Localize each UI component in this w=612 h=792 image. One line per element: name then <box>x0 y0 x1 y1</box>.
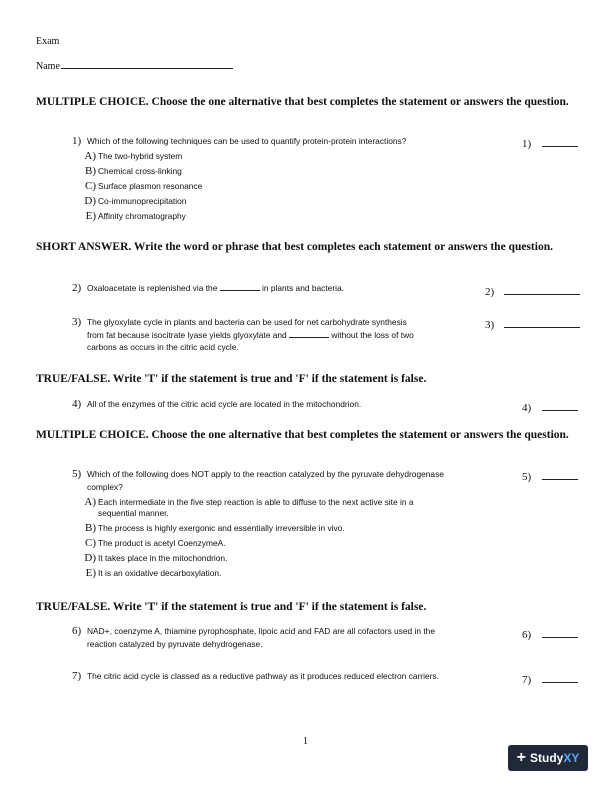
name-field[interactable] <box>36 59 233 72</box>
answer-slot-5[interactable]: 5) <box>522 467 578 485</box>
section-title-tf1: TRUE/FALSE. Write 'T' if the statement is true and 'F' if the statement is false. <box>36 373 427 385</box>
question-3: 3) The glyoxylate cycle in plants and bacteria can be used for net carbohydrate synthesis from fat because isocitrate lyase yields glyoxylate and without the loss of two carbons as occurs in the citric acid cycle. <box>72 316 414 353</box>
question-text: Which of the following techniques can be used to quantify protein-protein interactions? <box>87 136 407 146</box>
option-d[interactable]: D) Co-immunoprecipitation <box>84 194 187 207</box>
studyxy-logo[interactable] <box>508 745 588 771</box>
section-title-tf2: TRUE/FALSE. Write 'T' if the statement is true and 'F' if the statement is false. <box>36 601 427 613</box>
option-b[interactable]: B) Chemical cross-linking <box>85 164 182 177</box>
question-2: 2) Oxaloacetate is replenished via the in plants and bacteria. <box>72 282 344 294</box>
fill-in-blank[interactable] <box>289 330 329 338</box>
option-e[interactable]: E) Affinity chromatography <box>85 209 186 222</box>
option-a[interactable]: A) Each intermediate in the five step reaction is able to diffuse to the next active site in a sequential manner. <box>84 496 414 519</box>
logo-text-accent: XY <box>563 751 580 765</box>
option-d[interactable]: D) It takes place in the mitochondrion. <box>84 552 228 565</box>
option-e[interactable]: E) It is an oxidative decarboxylation. <box>85 567 222 580</box>
options-list <box>81 149 512 224</box>
question-number: 1) <box>72 135 82 147</box>
name-label: Name <box>36 61 60 72</box>
fill-in-blank[interactable] <box>220 283 260 291</box>
question-7: 7) The citric acid cycle is classed as a reductive pathway as it produces reduced electron carriers. <box>72 670 439 682</box>
answer-slot-1[interactable]: 1) <box>522 134 578 152</box>
answer-blank[interactable] <box>542 146 578 147</box>
option-b[interactable]: B) The process is highly exergonic and essentially irreversible in vivo. <box>85 522 345 535</box>
option-c[interactable]: C) Surface plasmon resonance <box>85 179 203 192</box>
answer-slot-3[interactable]: 3) <box>485 315 580 333</box>
logo-text-main: Study <box>529 751 564 765</box>
answer-blank[interactable] <box>504 294 580 295</box>
section-title-mc2: MULTIPLE CHOICE. Choose the one alternative that best completes the statement or answers the question. <box>36 429 569 441</box>
plus-icon: + <box>516 749 526 766</box>
option-c[interactable]: C) The product is acetyl CoenzymeA. <box>85 537 226 550</box>
question-1 <box>72 135 512 224</box>
answer-blank[interactable] <box>504 327 580 328</box>
page-number: 1 <box>303 736 308 747</box>
name-input-line[interactable] <box>61 59 233 69</box>
answer-blank[interactable] <box>542 479 578 480</box>
answer-blank[interactable] <box>542 410 578 411</box>
answer-blank[interactable] <box>542 637 578 638</box>
section-title-mc1: MULTIPLE CHOICE. Choose the one alternative that best completes the statement or answers the question. <box>36 96 569 108</box>
answer-slot-7[interactable]: 7) <box>522 670 578 688</box>
section-title-sa: SHORT ANSWER. Write the word or phrase that best completes each statement or answers the question. <box>36 241 553 253</box>
option-a[interactable]: A) The two-hybrid system <box>84 149 183 162</box>
options-list <box>81 495 522 581</box>
exam-label: Exam <box>36 36 60 47</box>
question-5: 5) Which of the following does NOT apply to the reaction catalyzed by the pyruvate dehydrogenase complex? A) Each intermediate in the five step reaction is able to diffuse to the next active site in a sequential manner. B) The process is highly exergonic and essentially irreversible in vivo. C) The product is acetyl CoenzymeA. D) It takes place in the mitochondrion. E) It is an oxidative decarboxylation. <box>72 468 522 581</box>
question-4: 4) All of the enzymes of the citric acid cycle are located in the mitochondrion. <box>72 398 362 410</box>
answer-slot-2[interactable]: 2) <box>485 282 580 300</box>
answer-slot-4[interactable]: 4) <box>522 398 578 416</box>
question-6: 6) NAD+, coenzyme A, thiamine pyrophosphate, lipoic acid and FAD are all cofactors used in the reaction catalyzed by pyruvate dehydrogenase. <box>72 625 435 649</box>
answer-slot-6[interactable]: 6) <box>522 625 578 643</box>
answer-blank[interactable] <box>542 682 578 683</box>
